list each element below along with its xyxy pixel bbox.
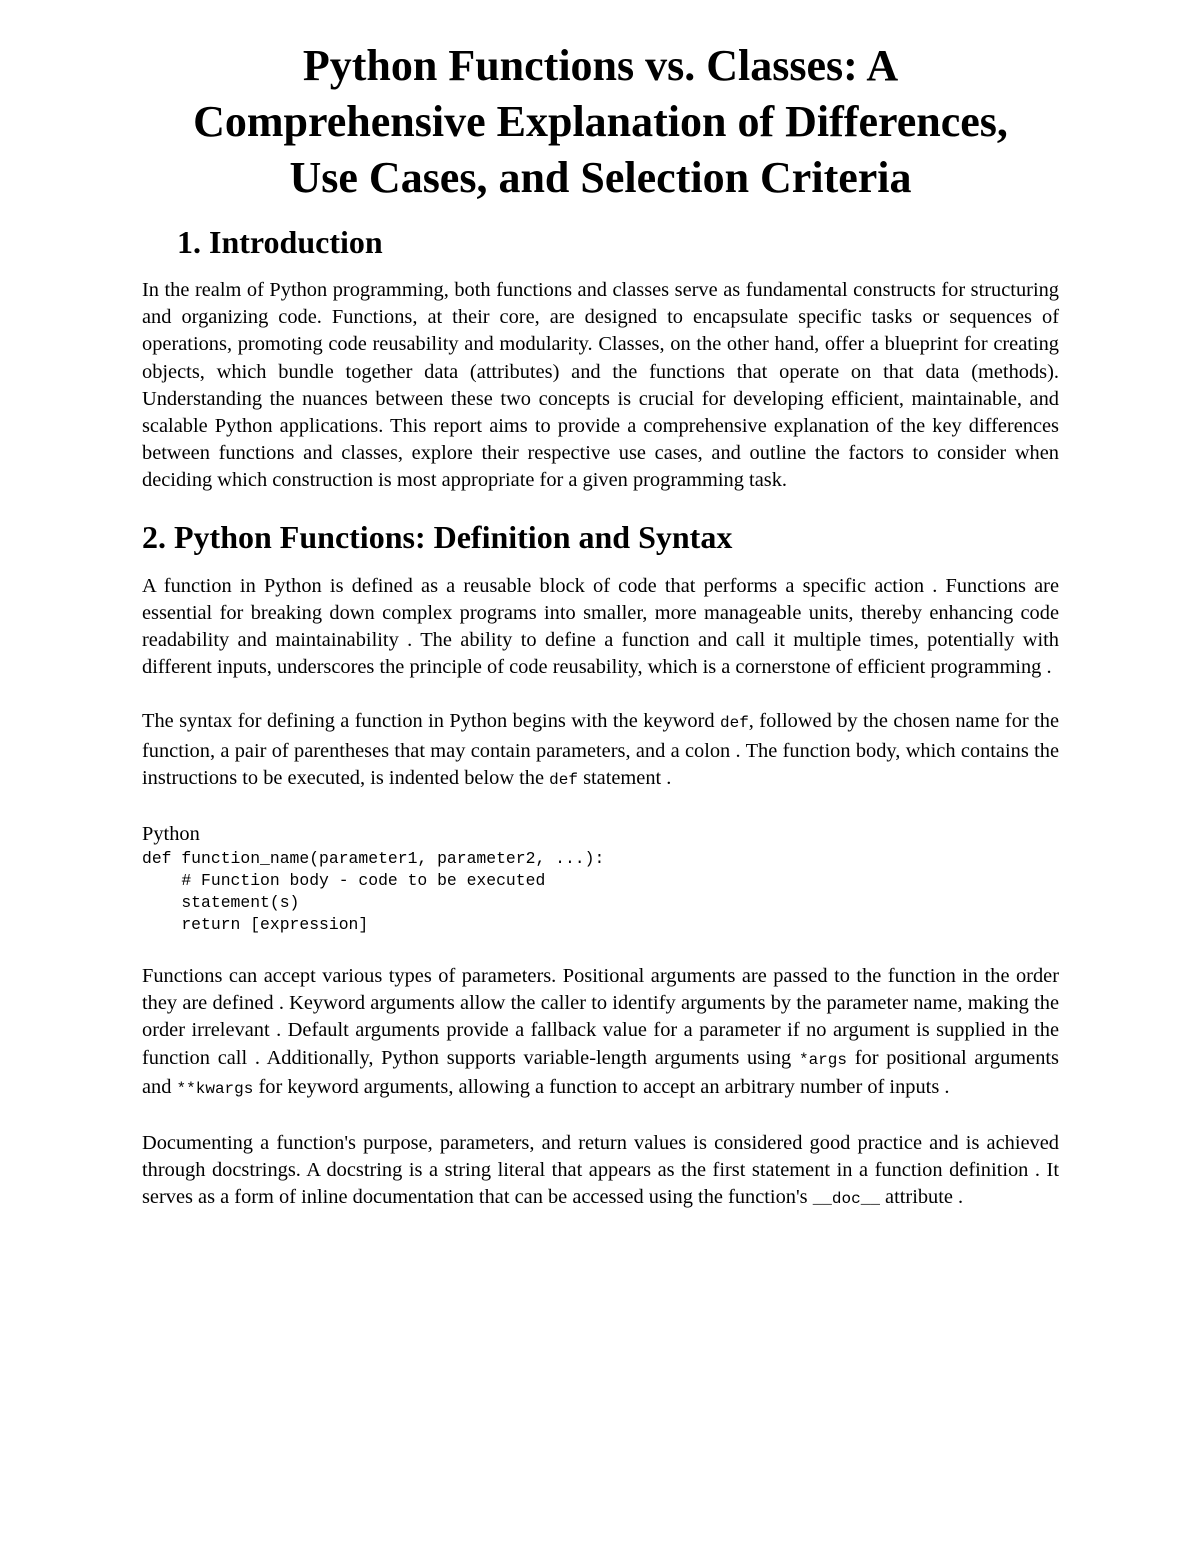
docstring-text-1: Documenting a function's purpose, parameters, and return values is considered good practice and is achieved through docstrings. A docstring is a string literal that appears as the first statement in a function definition . It serves as a form of inline documentation that can be accessed using the function's <box>142 1132 1059 1209</box>
parameters-text-2: for positional arguments and <box>142 1046 1059 1098</box>
title-line-3: Use Cases, and Selection Criteria <box>289 153 912 202</box>
title-line-1: Python Functions vs. Classes: A <box>302 41 899 90</box>
functions-definition-paragraph: A function in Python is defined as a reusable block of code that performs a specific action . Functions are essential for breaking down complex programs into smaller, more manageable units, thereby enhancing code readability and maintainability . The ability to define a function and call it multiple times, potentially with different inputs, underscores the principle of code reusability, which is a cornerstone of efficient programming . <box>142 574 1059 679</box>
code-line: def function_name(parameter1, parameter2, ...): <box>142 849 605 869</box>
syntax-text-1: The syntax for defining a function in Python begins with the keyword <box>142 710 720 733</box>
syntax-paragraph <box>142 708 1059 794</box>
syntax-text-2: , followed by the chosen name for the function, a pair of parentheses that may contain parameters, and a colon . The function body, which contains the instructions to be executed, is indented below the <box>142 710 1060 789</box>
code-language-label: Python <box>142 823 200 846</box>
inline-code-kwargs: **kwargs <box>176 1079 254 1098</box>
code-block <box>142 848 1059 936</box>
document-title <box>142 38 1059 206</box>
intro-paragraph: In the realm of Python programming, both functions and classes serve as fundamental constructs for structuring and organizing code. Functions, at their core, are designed to encapsulate specific tasks or sequences of operations, promoting code reusability and modularity. Classes, on the other hand, offer a blueprint for creating objects, which bundle together data (attributes) and the functions that operate on that data (methods). Understanding the nuances between these two concepts is crucial for developing efficient, maintainable, and scalable Python applications. This report aims to provide a comprehensive explanation of the key differences between functions and classes, explore their respective use cases, and outline the factors to consider when deciding which construction is most appropriate for a given programming task. <box>142 279 1059 492</box>
inline-code-doc: __doc__ <box>812 1190 880 1209</box>
docstring-paragraph <box>142 1130 1059 1214</box>
inline-code-def-2: def <box>549 770 578 789</box>
code-line: return [expression] <box>142 915 369 935</box>
parameters-paragraph <box>142 963 1059 1103</box>
title-line-2: Comprehensive Explanation of Differences, <box>193 97 1008 146</box>
inline-code-def: def <box>719 714 749 733</box>
section-1-heading: 1. Introduction <box>177 224 383 260</box>
code-line: statement(s) <box>142 893 300 913</box>
syntax-text-3: statement . <box>577 766 672 789</box>
parameters-text-3: for keyword arguments, allowing a function to accept an arbitrary number of inputs . <box>253 1075 950 1098</box>
parameters-text-1: Functions can accept various types of parameters. Positional arguments are passed to the function in the order they are defined . Keyword arguments allow the caller to identify arguments by the parameter name, making the order irrelevant . Default arguments provide a fallback value for a parameter if no argument is supplied in the function call . Additionally, Python supports variable-length arguments using <box>142 965 1059 1069</box>
code-line: # Function body - code to be executed <box>142 871 546 891</box>
section-2-heading: 2. Python Functions: Definition and Syntax <box>142 518 733 555</box>
docstring-text-2: attribute . <box>879 1186 964 1209</box>
document-page <box>142 38 1059 1214</box>
inline-code-args: *args <box>798 1050 847 1069</box>
